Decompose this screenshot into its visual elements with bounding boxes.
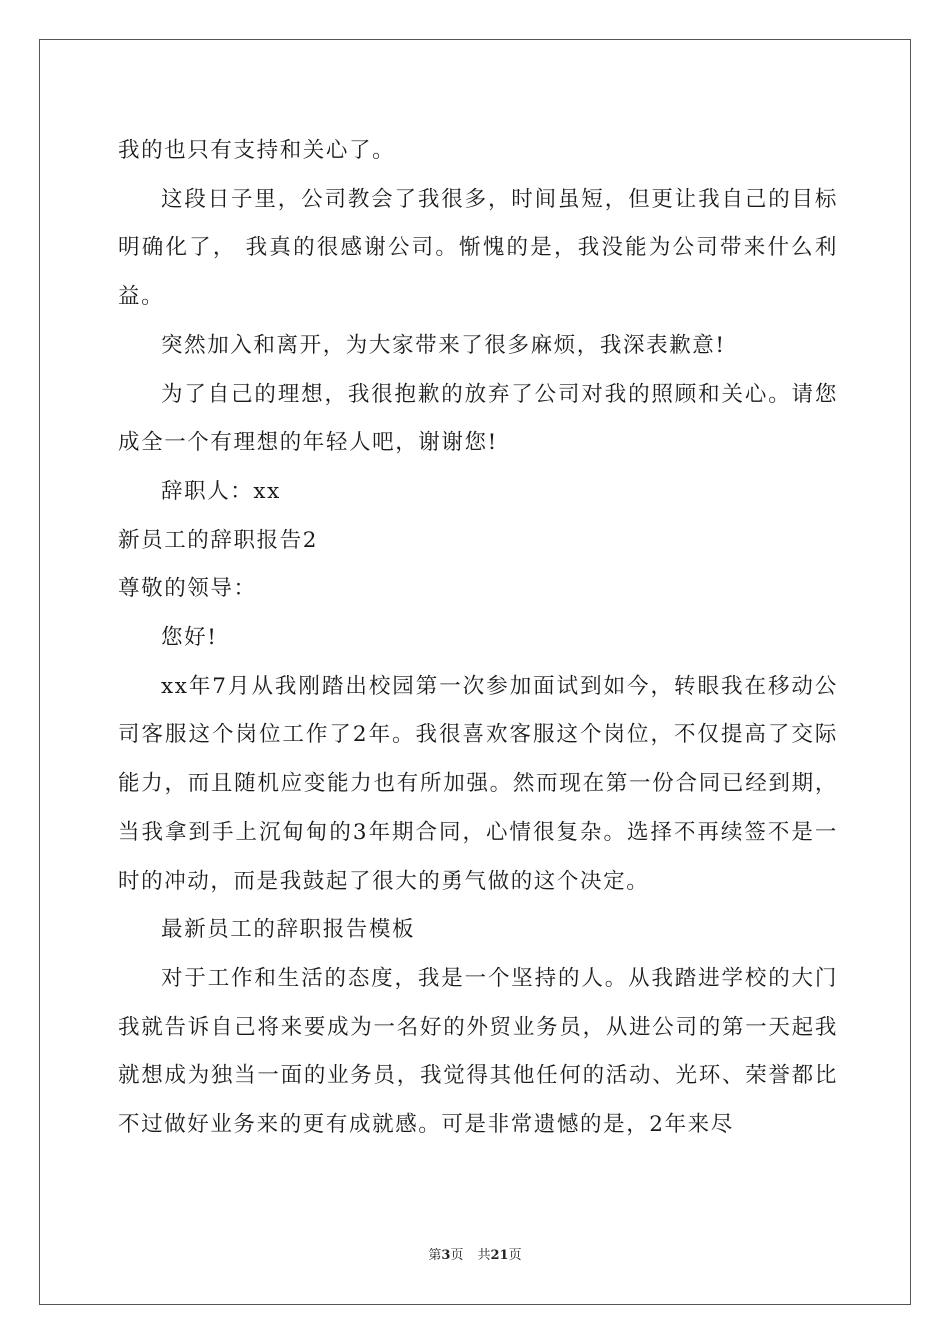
page-current: 3 (441, 1248, 451, 1263)
page-footer (0, 1244, 950, 1263)
page-prefix: 第 (428, 1248, 442, 1263)
greeting: 您好! (161, 625, 218, 651)
section-title: 新员工的辞职报告2 (118, 527, 319, 553)
page-unit: 页 (450, 1248, 464, 1263)
total-unit: 页 (508, 1248, 522, 1263)
paragraph-5: xx年7月从我刚踏出校园第一次参加面试到如今，转眼我在移动公司客服这个岗位工作了2年。我很喜欢客服这个岗位，不仅提高了交际能力，而且随机应变能力也有所加强。然而现在第一份合同已经到期，当我拿到手上沉甸甸的3年期合同，心情很复杂。选择不再续签不是一时的冲动，而是我鼓起了很大的勇气做的这个决定。 (118, 673, 838, 894)
paragraph-2: 这段日子里，公司教会了我很多，时间虽短，但更让我自己的目标明确化了， 我真的很感谢公司。惭愧的是，我没能为公司带来什么利益。 (118, 186, 838, 310)
total-prefix: 共 (477, 1248, 491, 1263)
salutation: 尊敬的领导： (118, 576, 257, 602)
subheading: 最新员工的辞职报告模板 (161, 917, 416, 943)
page-total: 21 (490, 1248, 509, 1263)
paragraph-4: 为了自己的理想，我很抱歉的放弃了公司对我的照顾和关心。请您成全一个有理想的年轻人吧，谢谢您! (118, 381, 838, 456)
signature-line: 辞职人：xx (161, 478, 281, 504)
paragraph-6: 对于工作和生活的态度，我是一个坚持的人。从我踏进学校的大门我就告诉自己将来要成为一名好的外贸业务员，从进公司的第一天起我就想成为独当一面的业务员，我觉得其他任何的活动、光环、荣誉都比不过做好业务来的更有成就感。可是非常遗憾的是，2年来尽 (118, 965, 838, 1138)
paragraph-1: 我的也只有支持和关心了。 (118, 138, 396, 163)
paragraph-3: 突然加入和离开，为大家带来了很多麻烦，我深表歉意! (161, 332, 726, 358)
document-body (118, 127, 838, 1150)
